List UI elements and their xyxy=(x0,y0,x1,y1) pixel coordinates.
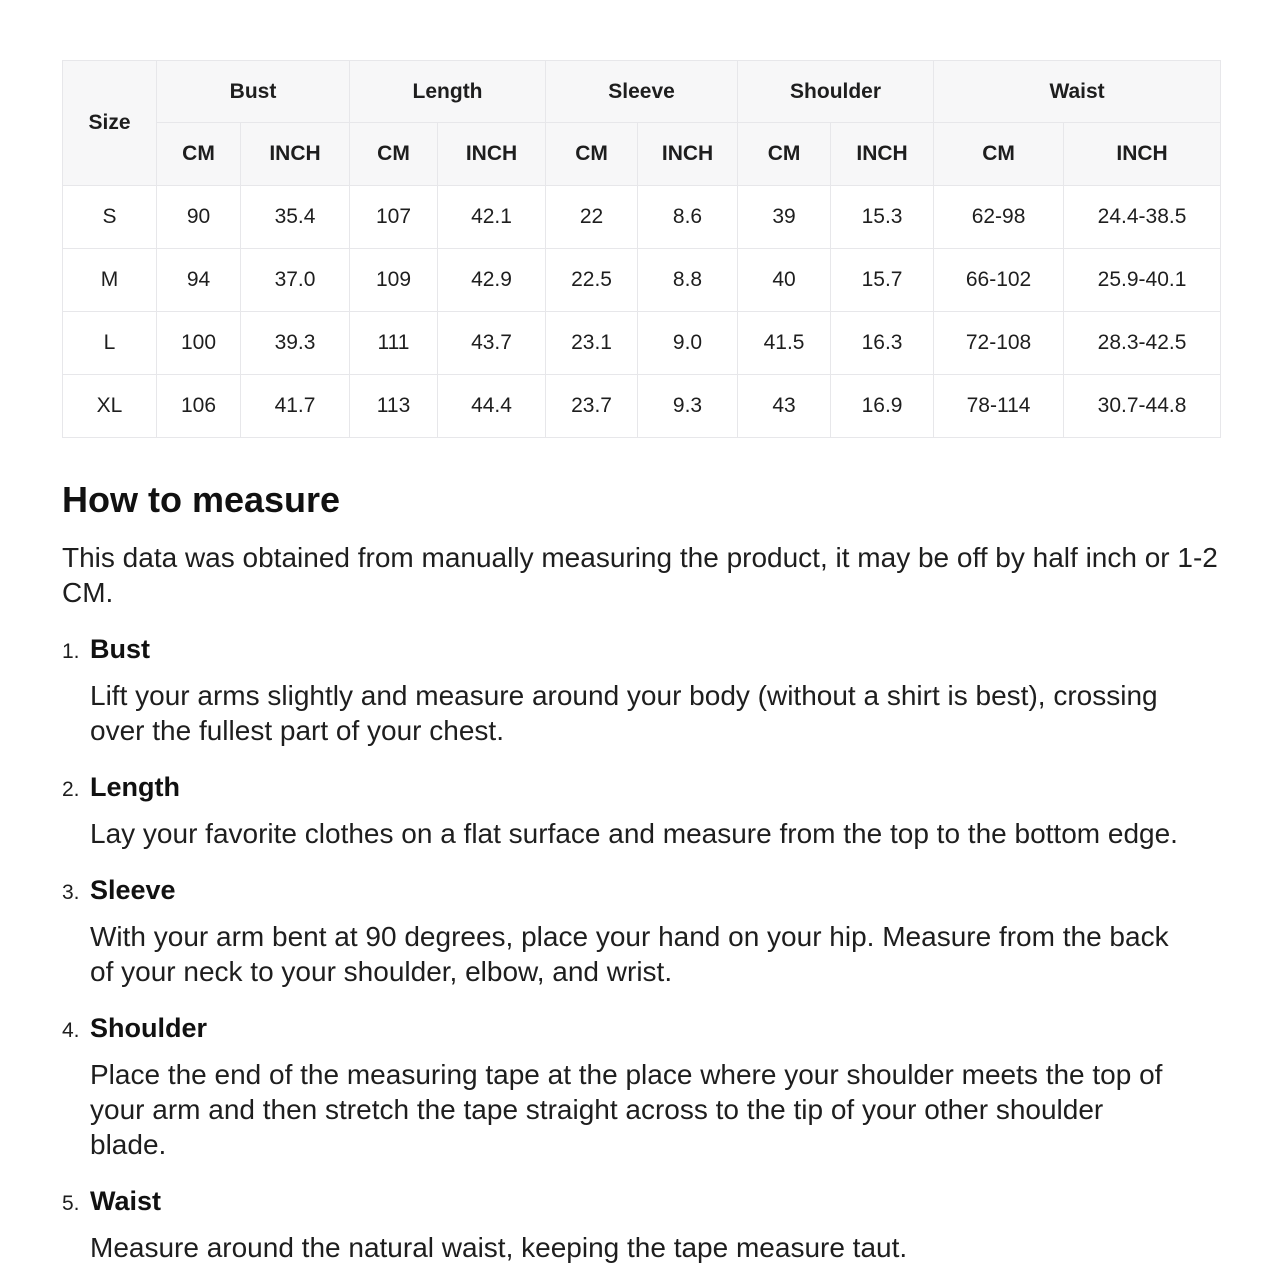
measurement-cell: 15.3 xyxy=(831,186,934,249)
measurement-cell: 66-102 xyxy=(934,249,1064,312)
measurement-cell: 15.7 xyxy=(831,249,934,312)
size-column-header: Size xyxy=(63,61,157,186)
unit-header-shoulder-cm: CM xyxy=(738,123,831,186)
measurement-cell: 24.4-38.5 xyxy=(1064,186,1221,249)
measurement-cell: 8.8 xyxy=(638,249,738,312)
measurement-cell: 30.7-44.8 xyxy=(1064,375,1221,438)
group-header-shoulder: Shoulder xyxy=(738,61,934,123)
list-item-text: Place the end of the measuring tape at the place where your shoulder meets the top of your arm and then stretch the tape straight across to the tip of your other shoulder blade. xyxy=(90,1059,1163,1160)
unit-header-sleeve-cm: CM xyxy=(546,123,638,186)
how-to-measure-heading: How to measure xyxy=(62,479,341,520)
measurement-cell: 62-98 xyxy=(934,186,1064,249)
measurement-cell: 9.0 xyxy=(638,312,738,375)
size-row-label: L xyxy=(63,312,157,375)
measurement-cell: 111 xyxy=(350,312,438,375)
measurement-cell: 106 xyxy=(157,375,241,438)
list-item-heading xyxy=(62,772,1220,803)
unit-header-shoulder-inch: INCH xyxy=(831,123,934,186)
size-row-label: M xyxy=(63,249,157,312)
table-row xyxy=(63,375,1221,438)
size-row-label: S xyxy=(63,186,157,249)
list-item-label: Bust xyxy=(90,634,150,664)
list-item-waist xyxy=(62,1186,1220,1265)
unit-header-bust-inch: INCH xyxy=(241,123,350,186)
measurement-cell: 107 xyxy=(350,186,438,249)
measurement-cell: 41.7 xyxy=(241,375,350,438)
unit-header-length-cm: CM xyxy=(350,123,438,186)
group-header-sleeve: Sleeve xyxy=(546,61,738,123)
group-header-length: Length xyxy=(350,61,546,123)
measurement-cell: 23.1 xyxy=(546,312,638,375)
size-chart-table xyxy=(62,60,1221,438)
measure-disclaimer-text: This data was obtained from manually measuring the product, it may be off by half inch or 1-2 CM. xyxy=(62,542,1218,608)
list-item-text: Measure around the natural waist, keeping the tape measure taut. xyxy=(90,1232,908,1263)
unit-header-waist-inch: INCH xyxy=(1064,123,1221,186)
measurement-cell: 37.0 xyxy=(241,249,350,312)
measurement-cell: 16.3 xyxy=(831,312,934,375)
measurement-cell: 8.6 xyxy=(638,186,738,249)
list-item-heading xyxy=(62,1186,1220,1217)
list-item-shoulder xyxy=(62,1013,1220,1162)
list-item-number: 4. xyxy=(62,1019,80,1042)
measurement-cell: 44.4 xyxy=(438,375,546,438)
group-header-waist: Waist xyxy=(934,61,1221,123)
table-row xyxy=(63,312,1221,375)
measurement-cell: 25.9-40.1 xyxy=(1064,249,1221,312)
measurement-cell: 42.1 xyxy=(438,186,546,249)
list-item-label: Waist xyxy=(90,1186,162,1216)
list-item-heading xyxy=(62,634,1220,665)
unit-header-bust-cm: CM xyxy=(157,123,241,186)
list-item-label: Shoulder xyxy=(90,1013,208,1043)
list-item-length xyxy=(62,772,1220,851)
measure-instructions-list xyxy=(62,634,1220,1265)
table-row xyxy=(63,186,1221,249)
list-item-heading xyxy=(62,1013,1220,1044)
group-header-bust: Bust xyxy=(157,61,350,123)
list-item-bust xyxy=(62,634,1220,748)
list-item-label: Sleeve xyxy=(90,875,176,905)
measurement-cell: 35.4 xyxy=(241,186,350,249)
list-item-text: Lift your arms slightly and measure around your body (without a shirt is best), crossing over the fullest part of your chest. xyxy=(90,680,1158,746)
measurement-cell: 113 xyxy=(350,375,438,438)
list-item-number: 1. xyxy=(62,640,80,663)
measurement-cell: 16.9 xyxy=(831,375,934,438)
list-item-text: Lay your favorite clothes on a flat surface and measure from the top to the bottom edge. xyxy=(90,818,1178,849)
measurement-cell: 78-114 xyxy=(934,375,1064,438)
measurement-cell: 42.9 xyxy=(438,249,546,312)
measurement-cell: 22 xyxy=(546,186,638,249)
measurement-cell: 41.5 xyxy=(738,312,831,375)
measurement-cell: 9.3 xyxy=(638,375,738,438)
measurement-cell: 22.5 xyxy=(546,249,638,312)
list-item-sleeve xyxy=(62,875,1220,989)
measurement-cell: 40 xyxy=(738,249,831,312)
list-item-number: 3. xyxy=(62,881,80,904)
unit-header-length-inch: INCH xyxy=(438,123,546,186)
measurement-cell: 39.3 xyxy=(241,312,350,375)
measurement-cell: 100 xyxy=(157,312,241,375)
measurement-cell: 43.7 xyxy=(438,312,546,375)
unit-header-waist-cm: CM xyxy=(934,123,1064,186)
table-row xyxy=(63,249,1221,312)
list-item-heading xyxy=(62,875,1220,906)
measurement-cell: 23.7 xyxy=(546,375,638,438)
measurement-cell: 90 xyxy=(157,186,241,249)
size-row-label: XL xyxy=(63,375,157,438)
unit-header-sleeve-inch: INCH xyxy=(638,123,738,186)
measurement-cell: 94 xyxy=(157,249,241,312)
measurement-cell: 43 xyxy=(738,375,831,438)
measurement-cell: 72-108 xyxy=(934,312,1064,375)
list-item-label: Length xyxy=(90,772,180,802)
measurement-cell: 28.3-42.5 xyxy=(1064,312,1221,375)
list-item-number: 2. xyxy=(62,778,80,801)
list-item-number: 5. xyxy=(62,1192,80,1215)
measurement-cell: 39 xyxy=(738,186,831,249)
list-item-text: With your arm bent at 90 degrees, place your hand on your hip. Measure from the back of your neck to your shoulder, elbow, and wrist. xyxy=(90,921,1169,987)
measurement-cell: 109 xyxy=(350,249,438,312)
